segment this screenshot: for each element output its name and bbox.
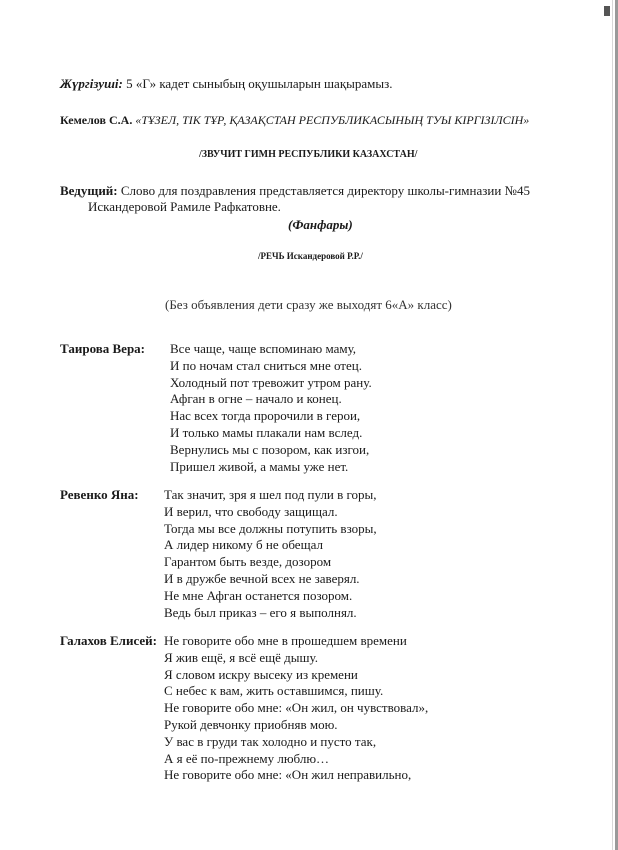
kemelov-text: «ТҰЗЕЛ, ТІК ТҰР, ҚАЗАҚСТАН РЕСПУБЛИКАСЫНЫҢ ТУЫ КІРГІЗІЛСІН» (132, 113, 530, 127)
host-text: 5 «Г» кадет сыныбың оқушыларын шақырамыз. (122, 76, 393, 91)
host-line (60, 76, 392, 92)
verse-line: Не говорите обо мне: «Он жил неправильно, (164, 767, 412, 783)
speech-direction: /РЕЧЬ Искандеровой Р.Р./ (258, 251, 363, 261)
kemelov-line (60, 113, 529, 128)
verse-line: У вас в груди так холодно и пусто так, (164, 733, 377, 749)
verse-line: Афган в огне – начало и конец. (170, 391, 342, 407)
verse2-lines (164, 487, 377, 621)
verse1-speaker: Таирова Вера: (60, 341, 146, 356)
presenter-line (60, 183, 530, 199)
verse-line: Гарантом быть везде, дозором (164, 554, 332, 570)
verse-line: Рукой девчонку приобняв мою. (164, 716, 338, 732)
verse-line: Ведь был приказ – его я выполнял. (164, 604, 357, 620)
verse-line: А лидер никому б не обещал (164, 537, 323, 553)
fanfare-direction: (Фанфары) (288, 217, 353, 232)
verse-line: Я словом искру высеку из кремени (164, 666, 358, 682)
presenter-text: Слово для поздравления представляется директору школы-гимназии №45 (117, 183, 530, 198)
verse-line: Пришел живой, а мамы уже нет. (170, 458, 349, 474)
verse-line: С небес к вам, жить оставшимся, пишу. (164, 683, 384, 699)
kemelov-label: Кемелов С.А. (60, 113, 133, 127)
verse-line: А я её по-прежнему люблю… (164, 750, 330, 766)
verse-line: И в дружбе вечной всех не заверял. (164, 570, 360, 586)
verse1-lines (170, 341, 372, 475)
verse-line: Холодный пот тревожит утром рану. (170, 374, 372, 390)
verse-line: Так значит, зря я шел под пули в горы, (164, 487, 377, 502)
verse-line: И только мамы плакали нам вслед. (170, 424, 363, 440)
verse3-speaker: Галахов Елисей: (60, 633, 157, 648)
verse2-speaker: Ревенко Яна: (60, 487, 139, 502)
verse-line: И верил, что свободу защищал. (164, 503, 338, 519)
verse-line: И по ночам стал сниться мне отец. (170, 357, 362, 373)
verse-line: Я жив ещё, я всё ещё дышу. (164, 649, 318, 665)
verse-line: Вернулись мы с позором, как изгои, (170, 441, 370, 457)
presenter-label: Ведущий: (60, 183, 118, 198)
anthem-direction: /ЗВУЧИТ ГИМН РЕСПУБЛИКИ КАЗАХСТАН/ (199, 149, 418, 160)
verse-line: Не мне Афган останется позором. (164, 587, 353, 603)
verse-line: Нас всех тогда пророчили в герои, (170, 408, 361, 424)
verse-line: Все чаще, чаще вспоминаю маму, (170, 341, 357, 356)
verse-line: Не говорите обо мне: «Он жил, он чувствовал», (164, 700, 429, 716)
host-label: Жүргізуші: (60, 76, 123, 91)
verse-line: Тогда мы все должны потупить взоры, (164, 520, 377, 536)
stage-note: (Без объявления дети сразу же выходят 6«А» класс) (165, 297, 452, 312)
verse-line: Не говорите обо мне в прошедшем времени (164, 633, 407, 648)
presenter-text-cont: Искандеровой Рамиле Рафкатовне. (88, 199, 281, 214)
scan-mark (604, 6, 610, 16)
scan-edge-line (612, 0, 613, 850)
verse3-lines (164, 633, 428, 784)
